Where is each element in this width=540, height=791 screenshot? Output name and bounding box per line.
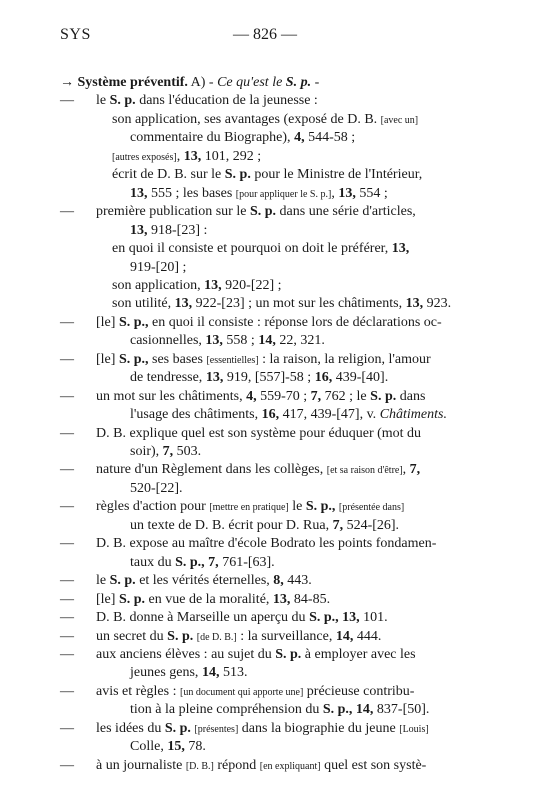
entry-segment: et les vérités éternelles, [135, 573, 274, 589]
entry-segment: 13, [130, 185, 148, 201]
entry-segment: 417, 439-[47], v. [279, 407, 380, 423]
entry-segment: 16, [314, 370, 333, 386]
entry-segment: Ce qu'est le [217, 75, 286, 90]
entry-dash: — [60, 499, 74, 515]
entry-segment: 559-70 ; [256, 388, 311, 404]
entry-segment: S. p. [164, 720, 191, 736]
entry-segment: , [331, 185, 339, 201]
index-line [0, 388, 540, 406]
entry-text [96, 314, 442, 332]
entry-segment: 13, [130, 222, 148, 238]
entry-text [112, 295, 451, 313]
entry-segment: [en expliquant] [259, 760, 321, 772]
index-line [0, 332, 540, 350]
entry-segment: tion à la pleine compréhension du [130, 702, 323, 718]
entry-segment: le [288, 499, 306, 515]
entry-segment: S. p. [224, 167, 251, 183]
entry-segment: dans la biographie du jeune [238, 720, 400, 736]
index-line [0, 535, 540, 553]
entry-segment: 918-[23] : [147, 222, 208, 238]
entry-segment: [présentée dans] [338, 502, 405, 514]
entry-segment: un secret du [96, 628, 168, 644]
entry-segment: aux anciens élèves : au sujet du [96, 646, 276, 662]
entry-segment: 13, [405, 296, 424, 312]
entry-segment: en quoi il consiste : réponse lors de déclarations oc- [148, 314, 442, 330]
entry-segment: S. p. [118, 591, 146, 607]
entry-text [96, 535, 436, 553]
entry-segment: 13, [183, 148, 202, 164]
entry-segment: répond [213, 757, 260, 773]
entry-text [130, 406, 447, 424]
index-line [0, 129, 540, 147]
index-line [0, 480, 540, 498]
entry-dash: — [60, 462, 74, 478]
index-line [0, 369, 540, 387]
entry-segment: D. B. expose au maître d'école Bodrato les points fondamen- [96, 536, 437, 552]
entry-dash: — [60, 628, 74, 644]
entry-text [130, 701, 429, 719]
entry-segment: 7, [162, 444, 174, 459]
index-line [0, 295, 540, 313]
entry-dash: — [60, 93, 74, 109]
entry-text [96, 425, 421, 443]
entry-segment: [un document qui apporte une] [179, 686, 304, 698]
entry-text [96, 92, 318, 110]
entry-segment: un mot sur les châtiments, [96, 388, 247, 404]
entry-segment: [pour appliquer le S. p.] [235, 188, 332, 200]
entry-text [96, 388, 425, 406]
index-line [0, 74, 540, 92]
entry-segment: [D. B.] [185, 760, 214, 772]
entry-text [130, 222, 207, 240]
entry-segment: 4, [246, 388, 257, 404]
entry-segment: première publication sur le [96, 204, 250, 220]
entry-text [60, 74, 319, 92]
entry-segment: à employer avec les [301, 646, 416, 662]
entry-segment: 13, [338, 185, 356, 201]
entry-segment: 78. [184, 739, 206, 755]
entry-segment: S. p., [305, 499, 336, 515]
entry-segment: 4, [294, 130, 305, 146]
index-line [0, 259, 540, 277]
entry-text [130, 554, 275, 572]
entry-segment: D. B. donne à Marseille un aperçu du [96, 610, 310, 626]
index-line [0, 591, 540, 609]
entry-segment: Colle, [130, 739, 168, 755]
entry-segment: S. p., [118, 351, 149, 367]
entry-segment: 14, [201, 665, 220, 681]
entry-segment: 837-[50]. [373, 702, 430, 718]
entry-segment: 555 ; les bases [147, 185, 236, 201]
entry-text [130, 738, 206, 756]
entry-segment: : la surveillance, [236, 628, 336, 644]
entry-text [96, 498, 404, 517]
entry-segment: 920-[22] ; [221, 277, 282, 293]
index-line [0, 738, 540, 756]
entry-segment: D. B. explique quel est son système pour éduquer (mot du [96, 425, 422, 441]
entry-segment: 101, 292 ; [201, 148, 262, 164]
entry-segment: pour le Ministre de l'Intérieur, [250, 167, 423, 183]
entry-segment: 13, [391, 241, 410, 257]
entry-segment: 101. [359, 610, 388, 626]
index-line [0, 554, 540, 572]
entry-dash: — [60, 204, 74, 220]
entry-segment: 919, [557]-58 ; [223, 370, 315, 386]
index-line [0, 203, 540, 221]
entry-segment: S. p., 14, [322, 702, 374, 718]
entry-segment: 16, [261, 407, 280, 423]
entry-dash: — [60, 757, 74, 773]
entry-segment: 554 ; [355, 185, 388, 201]
entry-text [96, 591, 330, 609]
entry-segment: S. p. [249, 204, 277, 220]
entry-segment: Système préventif. [77, 75, 188, 90]
entry-text [130, 332, 325, 350]
entry-segment: 13, [205, 370, 224, 386]
entry-segment: 923. [423, 296, 452, 312]
entry-segment: S. p., 13, [309, 610, 360, 626]
entry-text [96, 757, 426, 776]
entry-segment: dans l'éducation de la jeunesse : [135, 93, 318, 109]
entry-segment: 7, [409, 462, 421, 478]
page-header [60, 26, 470, 46]
index-line [0, 185, 540, 203]
entry-text [96, 646, 416, 664]
entry-segment: commentaire du Biographe), [130, 130, 295, 146]
entry-segment: S. p., [118, 314, 149, 330]
index-line [0, 111, 540, 129]
entry-segment: les idées du [96, 720, 165, 736]
entry-segment: l'usage des châtiments, [130, 407, 262, 423]
entry-segment: 14, [258, 333, 276, 349]
entry-segment: , [176, 148, 184, 164]
index-line [0, 425, 540, 443]
entry-segment: S. p. [109, 93, 136, 109]
index-line [0, 443, 540, 461]
entry-dash: — [60, 351, 74, 367]
entry-dash: — [60, 314, 74, 330]
entry-text [130, 443, 201, 461]
entry-segment: casionnelles, [130, 333, 206, 349]
entry-segment: de tendresse, [130, 370, 206, 386]
entry-segment: son application, ses avantages (exposé de D. B. [112, 111, 381, 127]
index-line [0, 572, 540, 590]
index-line [0, 277, 540, 295]
entry-dash: — [60, 610, 74, 626]
entry-segment: 22, 321. [275, 333, 325, 349]
index-line [0, 222, 540, 240]
index-line [0, 664, 540, 682]
entry-segment: 8, [273, 573, 284, 589]
entry-segment: [Louis] [399, 723, 429, 735]
entry-segment: 558 ; [222, 333, 259, 349]
entry-segment: le [96, 93, 110, 109]
entry-segment: [essentielles] [206, 354, 259, 366]
index-line [0, 757, 540, 775]
entry-segment: 444. [353, 628, 382, 644]
entry-dash: — [60, 720, 74, 736]
entry-segment: 13, [205, 333, 223, 349]
index-line [0, 461, 540, 479]
entry-text [96, 572, 312, 590]
entry-segment: un texte de D. B. écrit pour D. Rua, [130, 517, 333, 533]
entry-segment: dans [396, 388, 426, 404]
entry-segment: 13, [272, 591, 291, 607]
entry-segment: [le] [96, 314, 119, 330]
entry-segment: 13, [204, 277, 222, 293]
entry-segment: [le] [96, 591, 119, 607]
entry-dash: — [60, 388, 74, 404]
entry-segment: 761-[63]. [218, 554, 275, 570]
entry-segment: - [311, 75, 320, 90]
entry-segment: , [402, 462, 410, 478]
entry-segment: 922-[23] ; un mot sur les châtiments, [192, 296, 406, 312]
entry-segment: ses bases [148, 351, 207, 367]
entry-segment: S. p. [370, 388, 397, 404]
entry-segment: S. p. [275, 646, 302, 662]
entry-text [130, 480, 183, 498]
entry-text [130, 369, 388, 387]
entry-text [96, 683, 414, 702]
index-line [0, 240, 540, 258]
entry-dash: — [60, 683, 74, 699]
entry-segment: [de D. B.] [196, 631, 237, 643]
entry-text [130, 664, 247, 682]
index-line [0, 498, 540, 516]
entry-dash: — [60, 573, 74, 589]
entry-text [112, 148, 261, 167]
entry-text [96, 628, 381, 647]
entry-segment: dans une série d'articles, [276, 204, 416, 220]
entry-segment: son application, [112, 277, 205, 293]
entry-segment: son utilité, [112, 296, 175, 312]
index-line [0, 406, 540, 424]
entry-segment: à un journaliste [96, 757, 186, 773]
entry-dash: — [60, 591, 74, 607]
arrow-right-icon: → [60, 75, 78, 90]
entry-segment: S. p. [167, 628, 194, 644]
entry-segment: [autres exposés] [112, 151, 177, 163]
entry-segment: 439-[40]. [332, 370, 389, 386]
entry-segment: Châtiments. [379, 407, 447, 423]
entry-segment: A) - [187, 75, 218, 90]
entry-segment: [avec un] [380, 114, 419, 126]
entry-text [96, 609, 388, 627]
entry-text [130, 259, 186, 277]
page-number: — 826 — [233, 26, 297, 43]
index-line [0, 701, 540, 719]
entry-segment: écrit de D. B. sur le [112, 167, 225, 183]
entry-segment: 7, [332, 517, 344, 533]
index-line [0, 517, 540, 535]
entry-segment: 84-85. [290, 591, 331, 607]
index-line [0, 628, 540, 646]
entry-segment: [mettre en pratique] [209, 502, 289, 514]
running-head: SYS [60, 26, 91, 43]
entry-segment: 443. [283, 573, 312, 589]
entry-segment: nature d'un Règlement dans les collèges, [96, 462, 327, 478]
entry-segment: 513. [219, 665, 248, 681]
index-line [0, 166, 540, 184]
entry-text [96, 720, 429, 739]
entry-segment: S. p., 7, [175, 554, 219, 570]
entry-segment: [présentes] [194, 723, 239, 735]
entry-segment: règles d'action pour [96, 499, 210, 515]
entry-text [112, 111, 418, 130]
entry-dash: — [60, 425, 74, 441]
entry-dash: — [60, 536, 74, 552]
entry-segment: précieuse contribu- [303, 683, 415, 699]
entry-segment: 520-[22]. [130, 480, 183, 496]
entry-segment: S. p. [109, 573, 136, 589]
entry-segment: 919-[20] ; [130, 259, 187, 275]
entry-segment: taux du [130, 554, 176, 570]
entry-segment: quel est son systè- [320, 757, 427, 773]
entry-segment: le [96, 573, 110, 589]
entry-segment: [le] [96, 351, 119, 367]
entry-segment: jeunes gens, [130, 665, 202, 681]
entry-segment: [et sa raison d'être] [326, 465, 403, 477]
entry-segment: soir), [130, 444, 163, 459]
entry-text [130, 517, 399, 535]
index-line [0, 314, 540, 332]
index-line [0, 646, 540, 664]
entry-segment: en vue de la moralité, [145, 591, 273, 607]
entry-text [96, 351, 431, 370]
entry-text [96, 461, 420, 480]
entry-segment: avis et règles : [96, 683, 180, 699]
index-line [0, 720, 540, 738]
entry-text [96, 203, 416, 221]
entry-segment: 544-58 ; [304, 130, 356, 146]
entry-text [112, 277, 282, 295]
entry-segment: 13, [174, 296, 193, 312]
entry-segment: 7, [310, 388, 322, 404]
index-line [0, 351, 540, 369]
entry-segment: 524-[26]. [343, 517, 400, 533]
entry-segment: : la raison, la religion, l'amour [258, 351, 431, 367]
entry-segment: 762 ; le [321, 388, 371, 404]
entry-segment: 15, [167, 739, 185, 755]
entry-segment: 14, [335, 628, 354, 644]
entry-text [112, 166, 422, 184]
entry-text [112, 240, 409, 258]
entry-text [130, 185, 388, 204]
entry-segment: 503. [173, 444, 202, 459]
index-line [0, 683, 540, 701]
entry-segment: en quoi il consiste et pourquoi on doit le préférer, [112, 241, 392, 257]
index-line [0, 148, 540, 166]
entry-segment: S. p. [285, 75, 312, 90]
index-line [0, 609, 540, 627]
index-line [0, 92, 540, 110]
entry-dash: — [60, 646, 74, 662]
entry-text [130, 129, 355, 147]
